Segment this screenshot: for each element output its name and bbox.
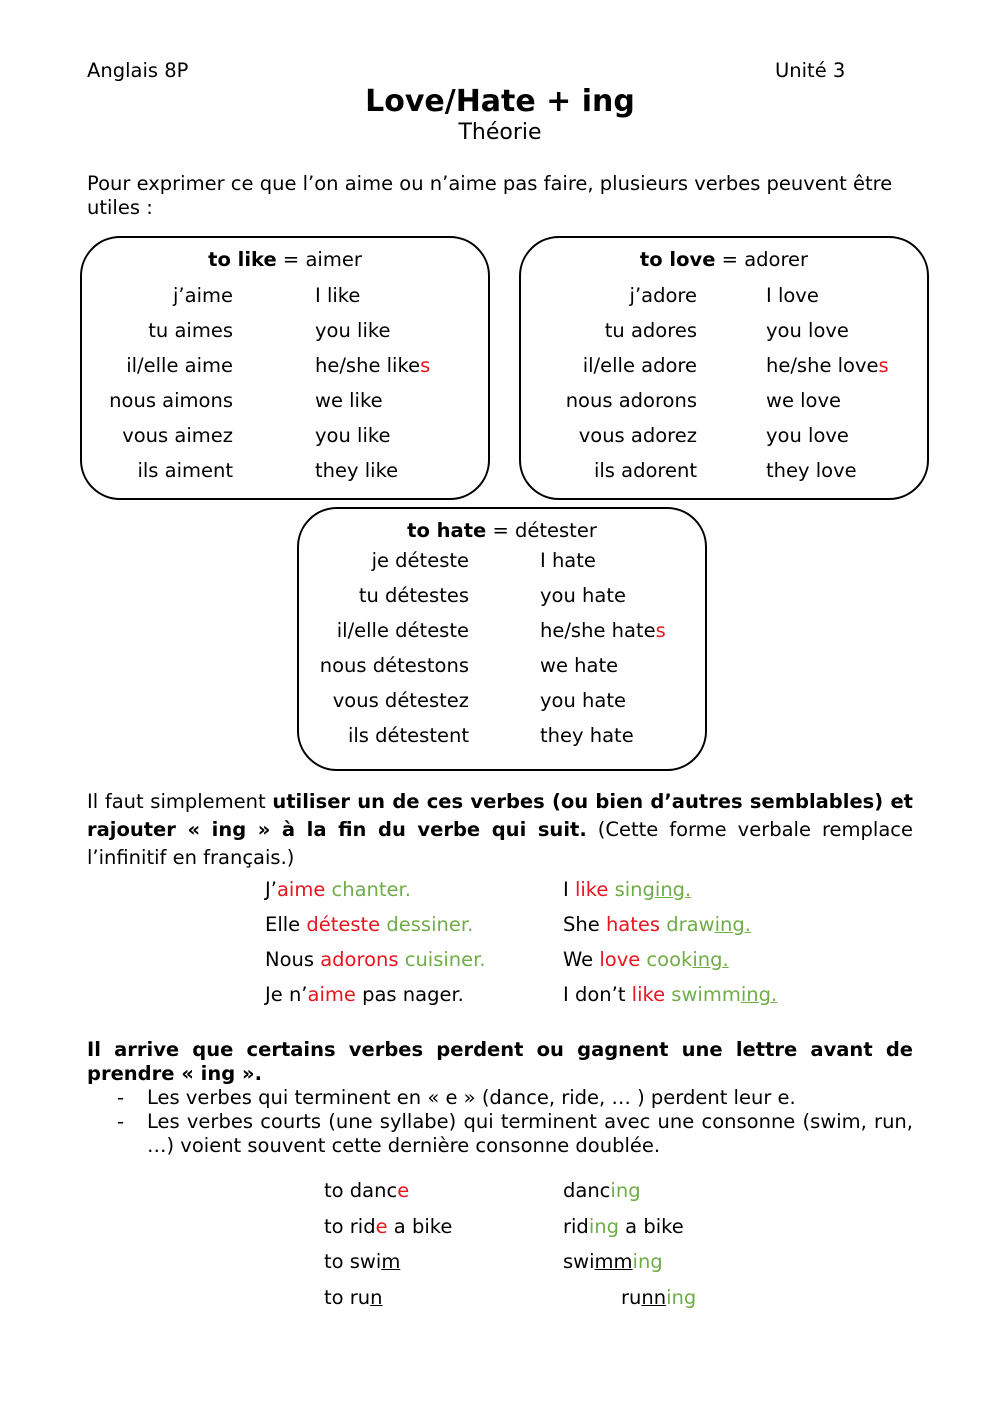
- example-segment: cuisiner.: [398, 948, 486, 971]
- ing-form: [563, 1215, 684, 1239]
- equals-sign: =: [715, 248, 745, 271]
- verb-meaning: détester: [515, 519, 597, 542]
- french-form: il/elle adore: [582, 354, 697, 377]
- page-subtitle: Théorie: [458, 120, 542, 145]
- example-segment: swimm: [665, 983, 741, 1006]
- example-segment: like: [631, 983, 666, 1006]
- verb-label: to love: [639, 248, 716, 271]
- equals-sign: =: [276, 248, 306, 271]
- french-form: nous aimons: [109, 389, 233, 412]
- rule-text: Il faut simplement: [87, 790, 273, 813]
- ing-segment: nn: [641, 1285, 667, 1309]
- example-segment: ing.: [654, 878, 692, 901]
- example-english: [563, 948, 729, 972]
- english-form: [540, 724, 634, 748]
- french-form: tu aimes: [148, 319, 233, 342]
- english-form: [315, 389, 383, 413]
- english-text: you like: [315, 319, 391, 342]
- third-person-ending: s: [420, 354, 431, 377]
- french-form: tu adores: [604, 319, 697, 342]
- example-english: [563, 878, 691, 902]
- conjugation-box-love: [519, 236, 929, 500]
- english-form: [766, 284, 819, 308]
- english-text: he/she love: [766, 354, 879, 377]
- example-french: [265, 983, 464, 1007]
- box-heading: [521, 248, 927, 271]
- french-form: ils adorent: [593, 459, 697, 482]
- infinitive-segment: to ru: [324, 1285, 371, 1309]
- english-form: [315, 459, 398, 483]
- example-segment: like: [574, 878, 609, 901]
- english-form: [315, 319, 390, 343]
- infinitive: [324, 1215, 452, 1239]
- third-person-ending: s: [655, 619, 666, 642]
- ing-segment: rid: [563, 1214, 589, 1238]
- infinitive-segment: n: [370, 1285, 383, 1309]
- english-text: I love: [766, 284, 819, 307]
- english-form: [766, 319, 849, 343]
- english-form: [315, 354, 430, 378]
- rule-bold-text: utiliser un de ces verbes (ou bien d’autres semblables) et rajouter « ing » à la fin du verbe qui suit.: [87, 790, 913, 841]
- rule-paragraph: [87, 788, 913, 872]
- verb-meaning: adorer: [744, 248, 809, 271]
- english-form: [315, 284, 360, 308]
- verb-label: to hate: [407, 519, 487, 542]
- ing-segment: ing: [610, 1179, 641, 1202]
- example-segment: hates: [605, 913, 661, 936]
- english-text: you love: [766, 319, 849, 342]
- french-form: il/elle aime: [126, 354, 233, 377]
- english-form: [540, 654, 618, 678]
- infinitive-segment: to swi: [324, 1250, 382, 1273]
- french-form: tu détestes: [358, 584, 469, 607]
- third-person-ending: s: [878, 354, 889, 377]
- infinitive: [324, 1250, 400, 1274]
- verb-meaning: aimer: [305, 248, 362, 271]
- example-segment: aime: [276, 878, 326, 901]
- example-segment: J’: [265, 878, 277, 901]
- french-form: je déteste: [371, 549, 469, 572]
- example-segment: ing.: [740, 983, 778, 1006]
- example-segment: adorons: [320, 948, 399, 971]
- english-text: he/she like: [315, 354, 421, 377]
- infinitive: [324, 1286, 383, 1310]
- example-segment: We: [563, 948, 600, 971]
- french-form: j’adore: [629, 284, 697, 307]
- example-segment: sing: [608, 878, 655, 901]
- example-french: [265, 878, 411, 902]
- ing-form: [563, 1250, 663, 1274]
- example-segment: Je n’: [265, 983, 308, 1006]
- english-text: they hate: [540, 724, 634, 747]
- spelling-rule-text: Il arrive que certains verbes perdent ou gagnent une lettre avant de prendre « ing ».: [87, 1038, 913, 1085]
- box-heading: [299, 519, 705, 542]
- ing-segment: mm: [594, 1250, 633, 1273]
- english-text: we like: [315, 389, 383, 412]
- infinitive-segment: m: [381, 1250, 401, 1273]
- english-text: they like: [315, 459, 399, 482]
- english-form: [540, 549, 596, 573]
- english-text: you hate: [540, 584, 626, 607]
- example-segment: pas nager.: [355, 983, 464, 1006]
- ing-segment: danc: [563, 1179, 611, 1202]
- example-segment: Elle: [265, 913, 307, 936]
- english-form: [766, 424, 849, 448]
- example-segment: She: [563, 913, 606, 936]
- infinitive-segment: e: [397, 1179, 410, 1202]
- english-text: you like: [315, 424, 391, 447]
- french-form: nous détestons: [319, 654, 469, 677]
- bullet-text: Les verbes courts (une syllabe) qui terminent avec une consonne (swim, run, …) voient souvent cette dernière consonne doublée.: [147, 1110, 913, 1157]
- ing-segment: ru: [621, 1285, 642, 1309]
- ing-segment: ing: [632, 1250, 663, 1273]
- example-segment: dessiner.: [380, 913, 474, 936]
- rule-note: (Cette forme verbale remplace l’infinitif en français.): [87, 818, 913, 869]
- conjugation-box-like: [80, 236, 490, 500]
- header-left: Anglais 8P: [87, 59, 189, 82]
- intro-paragraph: Pour exprimer ce que l’on aime ou n’aime pas faire, plusieurs verbes peuvent être utiles :: [87, 172, 893, 219]
- example-french: [265, 948, 486, 972]
- example-segment: Nous: [265, 948, 321, 971]
- example-english: [563, 983, 777, 1007]
- french-form: ils aiment: [137, 459, 233, 482]
- example-segment: draw: [660, 913, 715, 936]
- french-form: vous détestez: [332, 689, 469, 712]
- bullet-dash: -: [117, 1110, 125, 1133]
- verb-label: to like: [208, 248, 277, 271]
- example-segment: aime: [307, 983, 356, 1006]
- english-form: [766, 389, 841, 413]
- english-text: you hate: [540, 689, 626, 712]
- english-form: [315, 424, 390, 448]
- example-segment: love: [599, 948, 641, 971]
- example-french: [265, 913, 473, 937]
- infinitive-segment: to rid: [324, 1214, 376, 1238]
- page-title: Love/Hate + ing: [365, 84, 635, 119]
- french-form: ils détestent: [347, 724, 469, 747]
- ing-segment: ing: [666, 1285, 697, 1309]
- spelling-rule-heading: [87, 1038, 913, 1086]
- english-form: [766, 459, 857, 483]
- header-right: Unité 3: [775, 59, 846, 82]
- french-form: il/elle déteste: [336, 619, 469, 642]
- ing-form: [621, 1286, 696, 1310]
- example-segment: ing.: [714, 913, 751, 936]
- english-text: you love: [766, 424, 849, 447]
- example-segment: I don’t: [563, 983, 632, 1006]
- french-form: j’aime: [173, 284, 233, 307]
- english-text: we love: [766, 389, 842, 412]
- english-form: [540, 689, 626, 713]
- french-form: nous adorons: [565, 389, 697, 412]
- english-form: [540, 619, 666, 643]
- bullet-text: Les verbes qui terminent en « e » (dance, ride, … ) perdent leur e.: [147, 1086, 796, 1109]
- example-segment: cook: [640, 948, 693, 971]
- bullet-dash: -: [117, 1086, 125, 1109]
- conjugation-box-hate: [297, 507, 707, 771]
- box-heading: [82, 248, 488, 271]
- infinitive-segment: a bike: [387, 1214, 453, 1238]
- english-text: I hate: [540, 549, 596, 572]
- example-segment: chanter.: [325, 878, 411, 901]
- english-text: he/she hate: [540, 619, 656, 642]
- ing-segment: a bike: [618, 1214, 684, 1238]
- french-form: vous adorez: [578, 424, 697, 447]
- example-segment: I: [563, 878, 575, 901]
- example-segment: déteste: [306, 913, 381, 936]
- ing-form: [563, 1179, 641, 1203]
- ing-segment: ing: [588, 1214, 619, 1238]
- english-form: [766, 354, 889, 378]
- example-segment: ing.: [692, 948, 729, 971]
- infinitive-segment: e: [375, 1214, 388, 1238]
- french-form: vous aimez: [122, 424, 233, 447]
- equals-sign: =: [486, 519, 515, 542]
- ing-segment: swi: [563, 1250, 595, 1273]
- english-text: we hate: [540, 654, 619, 677]
- english-text: I like: [315, 284, 361, 307]
- infinitive: [324, 1179, 409, 1203]
- english-text: they love: [766, 459, 857, 482]
- example-english: [563, 913, 751, 937]
- infinitive-segment: to danc: [324, 1179, 398, 1202]
- english-form: [540, 584, 626, 608]
